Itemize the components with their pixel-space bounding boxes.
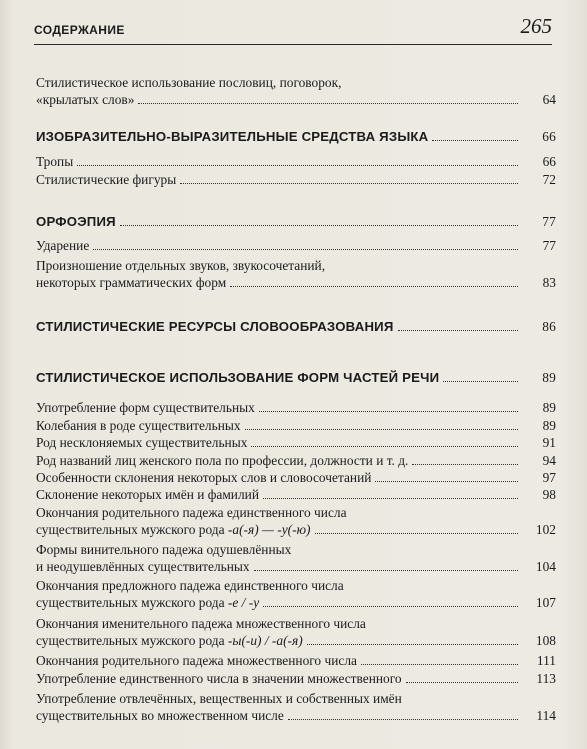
toc-entry-text: ИЗОБРАЗИТЕЛЬНО-ВЫРАЗИТЕЛЬНЫЕ СРЕДСТВА ЯЗЫКА — [36, 129, 429, 144]
toc-entry-text: и неодушевлённых существительных — [36, 559, 250, 574]
toc-entry-ending: -ы(-и) / -а(-я) — [224, 633, 303, 648]
dot-leader — [263, 605, 518, 607]
toc-entry-text: СТИЛИСТИЧЕСКИЕ РЕСУРСЫ СЛОВООБРАЗОВАНИЯ — [36, 319, 394, 334]
dot-leader — [254, 569, 518, 571]
toc-entry-ending: -а(-я) — -у(-ю) — [224, 522, 311, 537]
toc-entry-text: существительных во множественном числе — [36, 708, 284, 723]
toc-entry — [36, 237, 556, 254]
toc-entry-text: Употребление единственного числа в значении множественного — [36, 671, 402, 686]
toc-section-heading — [36, 128, 556, 145]
toc-page-number: 107 — [535, 595, 556, 610]
toc-page-number: 86 — [542, 319, 556, 334]
toc-entry — [36, 417, 556, 434]
toc-entry-text: Окончания именительного падежа множественного числа — [36, 616, 366, 631]
toc-entry-text: Окончания родительного падежа единственного числа — [36, 505, 347, 520]
toc-entry — [36, 670, 556, 687]
dot-leader — [432, 139, 518, 141]
toc-page-number: 108 — [535, 633, 556, 648]
running-header-title: СОДЕРЖАНИЕ — [34, 23, 125, 37]
dot-leader — [361, 663, 518, 665]
toc-entry-text: существительных мужского рода — [36, 522, 225, 537]
toc-entry-text: Стилистическое использование пословиц, поговорок, — [36, 75, 342, 90]
page-number: 265 — [517, 14, 553, 39]
toc-entry-text: Тропы — [36, 154, 74, 169]
dot-leader — [180, 182, 518, 184]
toc-entry — [36, 486, 556, 503]
toc-entry-text: Род несклоняемых существительных — [36, 435, 248, 450]
toc-entry — [36, 577, 556, 611]
toc-entry-text: некоторых грамматических форм — [36, 275, 227, 290]
toc-entry-text: Ударение — [36, 238, 90, 253]
toc-entry-text: существительных мужского рода — [36, 595, 225, 610]
toc-entry-text: Произношение отдельных звуков, звукосочетаний, — [36, 258, 326, 273]
toc-entry-text: «крылатых слов» — [36, 92, 135, 107]
toc-page-number: 77 — [542, 214, 556, 229]
toc-entry-text: Род названий лиц женского пола по профессии, должности и т. д. — [36, 453, 409, 468]
toc-page-number: 98 — [542, 487, 556, 502]
toc-page-number: 64 — [542, 92, 556, 107]
dot-leader — [412, 463, 518, 465]
toc-page-number: 66 — [542, 154, 556, 169]
toc-page-number: 89 — [542, 400, 556, 415]
toc-entry — [36, 399, 556, 416]
toc-section-heading — [36, 213, 556, 230]
running-header — [34, 14, 552, 45]
toc-page-number: 89 — [542, 418, 556, 433]
toc-page-number: 94 — [542, 453, 556, 468]
dot-leader — [138, 102, 518, 104]
toc-page-number: 66 — [542, 129, 556, 144]
dot-leader — [120, 224, 518, 226]
dot-leader — [307, 643, 518, 645]
dot-leader — [406, 681, 518, 683]
toc-entry — [36, 504, 556, 538]
toc-page-number: 89 — [542, 370, 556, 385]
toc-page-number: 83 — [542, 275, 556, 290]
dot-leader — [263, 497, 518, 499]
toc-entry — [36, 153, 556, 170]
toc-entry — [36, 615, 556, 649]
toc-entry-text: существительных мужского рода — [36, 633, 225, 648]
dot-leader — [251, 445, 518, 447]
toc-entry-text: Стилистические фигуры — [36, 172, 177, 187]
dot-leader — [375, 480, 518, 482]
toc-page-number: 104 — [535, 559, 556, 574]
toc-entry — [36, 652, 556, 669]
toc-entry — [36, 469, 556, 486]
dot-leader — [288, 718, 518, 720]
toc-entry-text: Формы винительного падежа одушевлённых — [36, 542, 292, 557]
toc-entry-text: Окончания родительного падежа множественного числа — [36, 653, 357, 668]
toc-entry — [36, 74, 556, 108]
dot-leader — [259, 410, 518, 412]
toc-entry — [36, 452, 556, 469]
toc-entry-text: Окончания предложного падежа единственного числа — [36, 578, 344, 593]
toc-entry-text: Употребление отвлечённых, вещественных и собственных имён — [36, 691, 402, 706]
toc-page-number: 102 — [535, 522, 556, 537]
toc-page-number: 91 — [542, 435, 556, 450]
toc-entry-ending: -е / -у — [224, 595, 260, 610]
toc-entry — [36, 690, 556, 724]
toc-entry — [36, 171, 556, 188]
dot-leader — [93, 248, 518, 250]
toc-entry-text: Колебания в роде существительных — [36, 418, 241, 433]
dot-leader — [443, 380, 518, 382]
toc-entry-text: Употребление форм существительных — [36, 400, 255, 415]
toc-page-number: 77 — [542, 238, 556, 253]
dot-leader — [398, 329, 518, 331]
toc-section-heading — [36, 369, 556, 386]
toc-entry-text: Особенности склонения некоторых слов и словосочетаний — [36, 470, 372, 485]
toc-entry-text: СТИЛИСТИЧЕСКОЕ ИСПОЛЬЗОВАНИЕ ФОРМ ЧАСТЕЙ РЕЧИ — [36, 370, 440, 385]
toc-page-number: 114 — [536, 708, 556, 723]
toc-page-number: 97 — [542, 470, 556, 485]
dot-leader — [245, 428, 518, 430]
toc-section-heading — [36, 318, 556, 335]
toc-page-number: 111 — [536, 653, 556, 668]
dot-leader — [315, 532, 519, 534]
toc-page-number: 72 — [542, 172, 556, 187]
toc-entry — [36, 257, 556, 291]
toc-entry — [36, 434, 556, 451]
toc-entry-text: Склонение некоторых имён и фамилий — [36, 487, 259, 502]
toc-page-number: 113 — [536, 671, 556, 686]
dot-leader — [77, 164, 518, 166]
toc-entry — [36, 541, 556, 575]
dot-leader — [230, 285, 518, 287]
toc-entry-text: ОРФОЭПИЯ — [36, 214, 116, 229]
